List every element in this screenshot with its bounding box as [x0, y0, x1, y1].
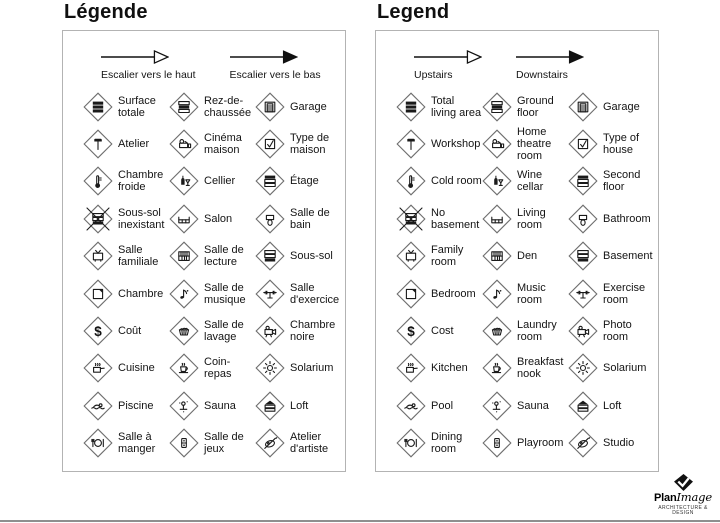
legend-item — [83, 200, 169, 237]
legend-item-label: Pool — [431, 399, 454, 412]
dining-icon — [83, 428, 113, 458]
check-doc-icon — [568, 129, 598, 159]
thermometer-icon — [396, 166, 426, 196]
legend-item-label: Salle à manger — [118, 431, 156, 456]
legend-panel-english — [375, 1, 659, 472]
legend-item-label: Basement — [603, 250, 653, 263]
legend-item-label: Solarium — [290, 362, 334, 375]
legend-item-label: Garage — [290, 100, 327, 113]
legend-item — [568, 312, 654, 349]
stack-top-icon — [255, 166, 285, 196]
legend-item-label: Sous-sol inexistant — [118, 206, 165, 231]
legend-item — [255, 312, 341, 349]
legend-item — [396, 387, 482, 424]
legend-item — [568, 425, 654, 462]
legend-item — [255, 387, 341, 424]
stairs-up-arrow-icon — [414, 50, 482, 64]
garage-icon — [568, 92, 598, 122]
stack-ground-icon — [482, 92, 512, 122]
legend-item-label: Photo room — [603, 319, 632, 344]
legend-item-label: Coin-repas — [204, 356, 232, 381]
tv-icon — [83, 241, 113, 271]
thermometer-icon — [83, 166, 113, 196]
stack-ground-icon — [169, 92, 199, 122]
coffee-icon — [482, 353, 512, 383]
legend-item — [482, 238, 568, 275]
sink-icon — [568, 204, 598, 234]
stack-all-icon — [83, 92, 113, 122]
legend-item-label: Cuisine — [118, 362, 155, 375]
legend-item-label: Rez-de-chaussée — [204, 94, 252, 119]
legend-item-label: Piscine — [118, 399, 154, 412]
hammer-icon — [83, 129, 113, 159]
legend-item — [255, 88, 341, 125]
legend-item-label: Salle de lavage — [204, 319, 244, 344]
legend-box-english — [375, 30, 659, 472]
legend-item-label: Chambre froide — [118, 169, 164, 194]
stairs-down-arrow-icon — [516, 50, 584, 64]
camera-icon — [568, 316, 598, 346]
stack-top-icon — [568, 166, 598, 196]
legend-item — [83, 387, 169, 424]
playroom-icon — [482, 428, 512, 458]
legend-item — [83, 350, 169, 387]
legend-item-label: Sous-sol — [290, 250, 333, 263]
dollar-icon — [396, 316, 426, 346]
legend-item-label: Home theatre room — [517, 126, 552, 163]
legend-item-label: Atelier d'artiste — [290, 431, 329, 456]
legend-item — [255, 125, 341, 162]
legend-item — [255, 200, 341, 237]
logo-plan-text: Plan — [654, 491, 677, 504]
legend-item — [83, 163, 169, 200]
music-note-icon — [169, 279, 199, 309]
no-basement-icon — [396, 204, 426, 234]
legend-item — [169, 200, 255, 237]
legend-item — [396, 350, 482, 387]
stairs-arrows — [392, 50, 654, 81]
legend-item-label: Loft — [603, 399, 622, 412]
legend-panel-french — [62, 1, 346, 472]
legend-item — [482, 350, 568, 387]
stack-bottom-icon — [568, 241, 598, 271]
stack-bottom-icon — [255, 241, 285, 271]
stairs-up-item — [101, 50, 196, 81]
legend-item — [255, 275, 341, 312]
legend-item-label: Chambre noire — [290, 319, 336, 344]
stairs-up-item — [414, 50, 482, 81]
wine-icon — [482, 166, 512, 196]
sink-icon — [255, 204, 285, 234]
legend-item-label: Sauna — [204, 399, 236, 412]
logo-tagline: ARCHITECTURE & DESIGN — [658, 505, 708, 516]
laundry-icon — [482, 316, 512, 346]
sun-icon — [255, 353, 285, 383]
legend-item-label: Atelier — [118, 138, 150, 151]
legend-item — [396, 200, 482, 237]
stairs-up-label: Upstairs — [414, 69, 453, 81]
legend-item-label: Salle de lecture — [204, 244, 244, 269]
stairs-up-arrow-icon — [101, 50, 169, 64]
legend-item-label: Type of house — [603, 132, 640, 157]
pot-icon — [83, 353, 113, 383]
legend-item-label: Wine cellar — [517, 169, 544, 194]
legend-item-label: Garage — [603, 100, 640, 113]
legend-item — [568, 350, 654, 387]
legend-item — [482, 163, 568, 200]
legend-item-label: Second floor — [603, 169, 641, 194]
coffee-icon — [169, 353, 199, 383]
legend-item-label: Kitchen — [431, 362, 468, 375]
legend-item — [169, 88, 255, 125]
legend-item — [169, 387, 255, 424]
swimmer-icon — [83, 391, 113, 421]
legend-item — [255, 425, 341, 462]
page-bottom-rule — [0, 520, 720, 522]
legend-item — [396, 425, 482, 462]
dollar-icon — [83, 316, 113, 346]
legend-item — [169, 125, 255, 162]
legend-item — [169, 163, 255, 200]
bed-icon — [396, 279, 426, 309]
legend-item — [396, 275, 482, 312]
legend-item — [255, 350, 341, 387]
legend-item — [396, 312, 482, 349]
legend-item — [482, 125, 568, 162]
music-note-icon — [482, 279, 512, 309]
legend-item-label: Cost — [431, 325, 454, 338]
legend-item-label: Loft — [290, 399, 309, 412]
projector-icon — [169, 129, 199, 159]
legend-item — [169, 425, 255, 462]
stairs-up-label: Escalier vers le haut — [101, 69, 196, 81]
legend-item-label: Total living area — [431, 94, 482, 119]
legend-item — [396, 163, 482, 200]
legend-item — [83, 425, 169, 462]
legend-item-label: Cinéma maison — [204, 132, 242, 157]
legend-item — [482, 275, 568, 312]
legend-item-label: Breakfast nook — [517, 356, 564, 381]
laundry-icon — [169, 316, 199, 346]
legend-item — [568, 238, 654, 275]
garage-icon — [255, 92, 285, 122]
legend-item-label: Coût — [118, 325, 142, 338]
logo-image-text: Image — [676, 489, 712, 504]
legend-item-label: Living room — [517, 206, 546, 231]
legend-item-label: Solarium — [603, 362, 647, 375]
legend-item-label: Playroom — [517, 437, 564, 450]
legend-item-label: Bathroom — [603, 212, 651, 225]
legend-item — [169, 238, 255, 275]
legend-item — [255, 163, 341, 200]
legend-item — [83, 312, 169, 349]
no-basement-icon — [83, 204, 113, 234]
legend-item-label: Salon — [204, 212, 233, 225]
legend-item — [83, 238, 169, 275]
legend-item — [482, 88, 568, 125]
planimage-wordmark — [649, 489, 717, 505]
legend-item-label: Den — [517, 250, 538, 263]
legend-item — [568, 275, 654, 312]
sauna-icon — [482, 391, 512, 421]
legend-item-label: Salle familiale — [118, 244, 159, 269]
legend-item — [568, 200, 654, 237]
stairs-down-label: Downstairs — [516, 69, 568, 81]
check-doc-icon — [255, 129, 285, 159]
legend-grid — [79, 88, 341, 462]
legend-item — [482, 312, 568, 349]
loft-icon — [568, 391, 598, 421]
legend-item-label: Sauna — [517, 399, 549, 412]
legend-item — [83, 125, 169, 162]
legend-item-label: Salle de jeux — [204, 431, 244, 456]
legend-item — [169, 312, 255, 349]
legend-item-label: Dining room — [431, 431, 463, 456]
legend-item-label: Bedroom — [431, 287, 476, 300]
playroom-icon — [169, 428, 199, 458]
legend-item-label: Chambre — [118, 287, 164, 300]
legend-item-label: Family room — [431, 244, 464, 269]
legend-item — [255, 238, 341, 275]
tv-icon — [396, 241, 426, 271]
stairs-down-label: Escalier vers le bas — [229, 69, 321, 81]
sofa-icon — [482, 204, 512, 234]
sun-icon — [568, 353, 598, 383]
legend-item-label: Laundry room — [517, 319, 557, 344]
legend-item — [568, 88, 654, 125]
legend-item-label: Surface totale — [118, 94, 156, 119]
legend-item-label: Cellier — [204, 175, 236, 188]
barbell-icon — [255, 279, 285, 309]
legend-item-label: No basement — [431, 206, 480, 231]
bookshelf-icon — [169, 241, 199, 271]
legend-item — [568, 125, 654, 162]
legend-item-label: Exercise room — [603, 281, 646, 306]
sauna-icon — [169, 391, 199, 421]
legend-item — [482, 425, 568, 462]
palette-icon — [568, 428, 598, 458]
wine-icon — [169, 166, 199, 196]
legend-item — [568, 387, 654, 424]
stack-all-icon — [396, 92, 426, 122]
legend-item-label: Ground floor — [517, 94, 554, 119]
sofa-icon — [169, 204, 199, 234]
palette-icon — [255, 428, 285, 458]
stairs-down-item — [230, 50, 321, 81]
legend-item-label: Music room — [517, 281, 546, 306]
legend-item-label: Studio — [603, 437, 635, 450]
hammer-icon — [396, 129, 426, 159]
stairs-arrows — [79, 50, 341, 81]
swimmer-icon — [396, 391, 426, 421]
legend-item-label: Workshop — [431, 138, 481, 151]
legend-item — [396, 125, 482, 162]
legend-item-label: Salle d'exercice — [290, 281, 340, 306]
bookshelf-icon — [482, 241, 512, 271]
bed-icon — [83, 279, 113, 309]
legend-item — [568, 163, 654, 200]
legend-item-label: Salle de bain — [290, 206, 330, 231]
loft-icon — [255, 391, 285, 421]
legend-grid — [392, 88, 654, 462]
legend-item-label: Salle de musique — [204, 281, 246, 306]
legend-item — [169, 275, 255, 312]
legend-item — [83, 88, 169, 125]
legend-item-label: Type de maison — [290, 132, 330, 157]
dining-icon — [396, 428, 426, 458]
panel-title-french: Légende — [64, 1, 148, 23]
legend-item-label: Cold room — [431, 175, 482, 188]
projector-icon — [482, 129, 512, 159]
planimage-logo — [649, 474, 717, 517]
legend-item — [482, 200, 568, 237]
legend-item-label: Étage — [290, 175, 319, 188]
camera-icon — [255, 316, 285, 346]
legend-item — [169, 350, 255, 387]
legend-box-french — [62, 30, 346, 472]
legend-item — [83, 275, 169, 312]
barbell-icon — [568, 279, 598, 309]
pot-icon — [396, 353, 426, 383]
panel-title-english: Legend — [377, 1, 450, 23]
legend-item — [396, 238, 482, 275]
legend-item — [482, 387, 568, 424]
legend-item — [396, 88, 482, 125]
stairs-down-arrow-icon — [230, 50, 298, 64]
stairs-down-item — [516, 50, 584, 81]
